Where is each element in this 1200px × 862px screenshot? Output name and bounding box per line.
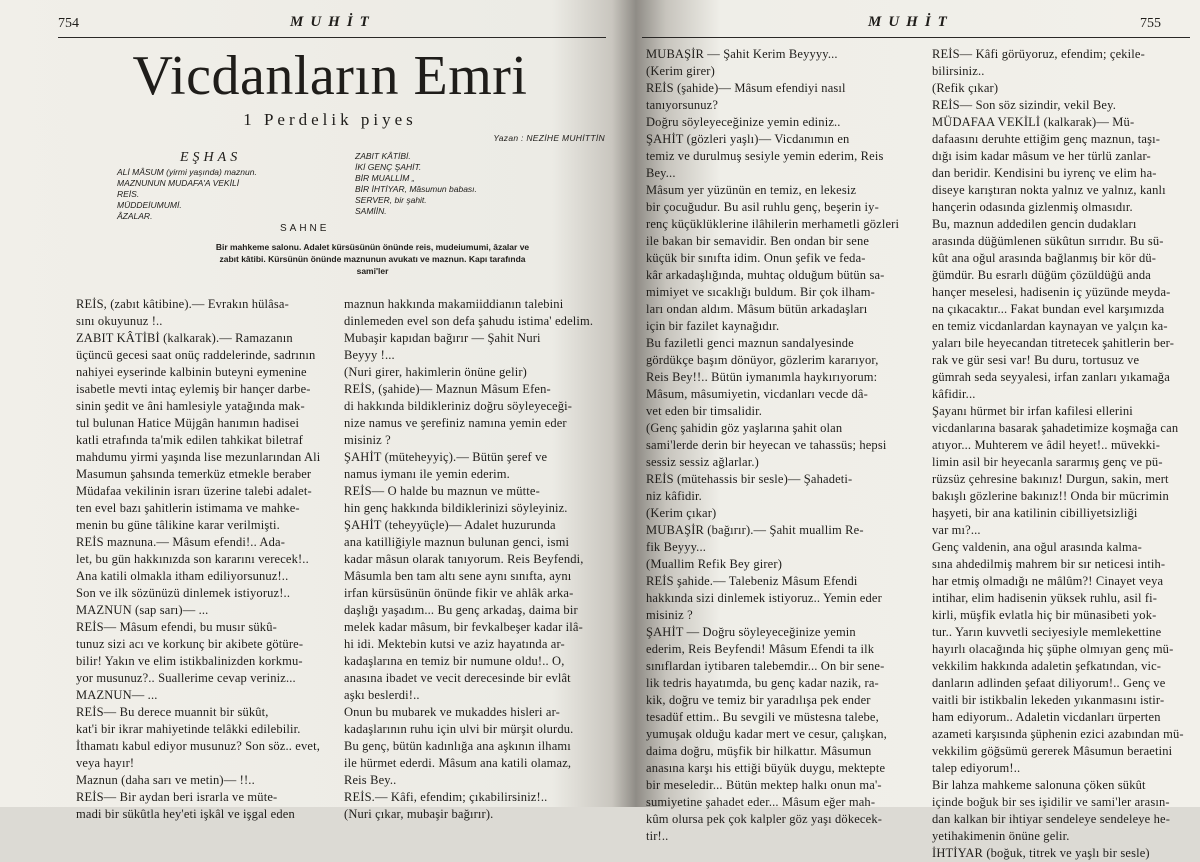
- text-line: niz kâfidir.: [646, 489, 702, 503]
- text-line: sumiyetine şahadet eder... Mâsum eğer mah-: [646, 795, 876, 809]
- text-line: tunuz sizi acı ve korkunç bir akibete götüre-: [76, 637, 304, 651]
- text-line: namus iymanı ile yemin ederim.: [344, 467, 510, 481]
- text-line: içinde boğuk bir ses işidilir ve sami'ler arasın-: [932, 795, 1170, 809]
- right-page: [628, 0, 1200, 860]
- text-line: MAZNUN (sap sarı)— ...: [76, 603, 209, 617]
- text-line: yor musunuz?.. Suallerime cevap veriniz...: [76, 671, 296, 685]
- text-line: REİS— Mâsum efendi, bu musır sükû-: [76, 620, 277, 634]
- cast-entry: [117, 211, 332, 222]
- text-line: var mı?...: [932, 523, 981, 537]
- scene-line: sami'ler: [356, 266, 389, 276]
- text-line: misiniz ?: [344, 433, 391, 447]
- text-line: İHTİYAR (boğuk, titrek ve yaşlı bir sesle): [932, 846, 1150, 860]
- text-line: bir çocuğudur. Bu asil ruhlu genç, beşerin iy-: [646, 200, 879, 214]
- cast-name: BİR MUALLİM: [355, 173, 410, 183]
- text-line: daima doğru, müşfik bir hilkattır. Mâsumun: [646, 744, 872, 758]
- text-line: dan beridir. Kendisini bu iyrenç ve elim ha-: [932, 166, 1157, 180]
- text-line: danların adlinden şefaat diliyorum!.. Genç ve: [932, 676, 1166, 690]
- text-line: bir meseledir... Bütün mektep halkı onun ma'-: [646, 778, 882, 792]
- cast-name: MAZNUNUN MUDAFA'A VEKİLİ: [117, 178, 240, 188]
- text-line: bakışlı gözlerine bakınız!! Onda bir mücrimin: [932, 489, 1169, 503]
- text-line: yumuşak olduğu kadar mert ve cesur, çalışkan,: [646, 727, 887, 741]
- text-line: hin genç hakkında bildiklerinizi söyleyiniz.: [344, 501, 568, 515]
- text-line: talep ediyorum!..: [932, 761, 1021, 775]
- text-line: REİS, (şahide)— Maznun Mâsum Efen-: [344, 382, 551, 396]
- text-line: hançer meselesi, hadisenin iç yüzünde meyda-: [932, 285, 1171, 299]
- text-line: maznun hakkında makamiiddianın talebini: [344, 297, 564, 311]
- text-line: (Kerim girer): [646, 64, 715, 78]
- cast-heading: EŞHAS: [180, 150, 242, 165]
- text-line: vet eden bir timsalidir.: [646, 404, 763, 418]
- cast-name: ALİ MÂSUM: [117, 167, 164, 177]
- text-line: nahiyei eyserinde kalbinin buteyni eymenine: [76, 365, 307, 379]
- text-line: REİS, (zabıt kâtibine).— Evrakın hülâsa-: [76, 297, 289, 311]
- text-line: nize namus ve şerefiniz namına yemin eder: [344, 416, 567, 430]
- text-line: Bu faziletli genci maznun sandalyesinde: [646, 336, 854, 350]
- page-number: 755: [1140, 16, 1161, 31]
- text-line: ile bakan bir semavidir. Ben ondan bir sene: [646, 234, 870, 248]
- text-line: gördükçe başım dönüyor, gözlerim kararıyor,: [646, 353, 879, 367]
- text-line: aşkı beslerdi!..: [344, 688, 420, 702]
- text-line: anasına karşı his ettiği büyük duygu, mektepte: [646, 761, 886, 775]
- cast-note: bir şahit.: [392, 195, 427, 205]
- text-line: küçük bir sınıfta idim. Onun şefik ve feda-: [646, 251, 866, 265]
- cast-name: ÂZALAR.: [117, 211, 153, 221]
- header-rule: [642, 37, 1190, 38]
- text-line: REİS— Bir aydan beri israrla ve müte-: [76, 790, 278, 804]
- text-line: tir!..: [646, 829, 669, 843]
- cast-entry: [355, 206, 605, 217]
- text-line: isabetle mevti intaç eylemiş bir hançer darbe-: [76, 382, 311, 396]
- cast-entry: [117, 178, 332, 189]
- text-line: hançerin odasında gizlenmiş olmasıdır.: [932, 200, 1133, 214]
- text-line: daşlığı yaşadım... Bu genç arkadaş, daima bir: [344, 603, 578, 617]
- text-line: na çıkacaktır... Fakat bundan evel karşımızda: [932, 302, 1165, 316]
- left-page: [0, 0, 612, 821]
- play-title: Vicdanların Emri: [132, 45, 528, 107]
- text-line: ğümdür. Bu esrarlı düğüm çözüldüğü anda: [932, 268, 1152, 282]
- cast-note: Mâsumun babası.: [406, 184, 477, 194]
- text-line: kadar mâsun olarak tanıyorum. Reis Beyfendi,: [344, 552, 584, 566]
- text-line: (Muallim Refik Bey girer): [646, 557, 783, 571]
- running-head: MUHİT: [868, 14, 954, 30]
- text-line: menin bu güne tâlikine karar verilmişti.: [76, 518, 280, 532]
- text-line: Reis Bey..: [344, 773, 397, 787]
- text-line: kik, doğru ve temiz bir yaradılışa pek ender: [646, 693, 871, 707]
- cast-name: REİS.: [117, 189, 140, 199]
- text-line: dan kalkan bir ihtiyar sendeleye sendeleye he-: [932, 812, 1171, 826]
- text-line: irfan kürsüsünün önünde fikir ve ahlâk arka-: [344, 586, 574, 600]
- scene-description: [140, 241, 605, 277]
- cast-entry: [117, 200, 332, 211]
- text-line: ten evel bazı şahitlerin istimama ve mahke-: [76, 501, 300, 515]
- text-line: ham ediyorum.. Adaletin vicdanları ürperten: [932, 710, 1161, 724]
- text-line: sınıflardan iytibaren talebemdir... On bir sene-: [646, 659, 885, 673]
- text-line: MUBAŞİR (bağırır).— Şahit muallim Re-: [646, 523, 864, 537]
- text-line: kâfidir...: [932, 387, 976, 401]
- cast-name: ZABIT KÂTİBİ.: [355, 151, 411, 161]
- text-line: REİS maznuna.— Mâsum efendi!.. Ada-: [76, 535, 286, 549]
- text-line: MUBAŞİR — Şahit Kerim Beyyyy...: [646, 47, 838, 61]
- text-line: renç küçüklüklerine ilâhilerin merhametli gözleri: [646, 217, 900, 231]
- text-line: en temiz vicdanlardan kaynayan ve yalçın ka-: [932, 319, 1168, 333]
- text-line: dığı isim kadar mâsum ve her türlü zanlar-: [932, 149, 1151, 163]
- text-line: sını okuyunuz !..: [76, 314, 163, 328]
- text-line: misiniz ?: [646, 608, 693, 622]
- scene-heading: SAHNE: [280, 223, 330, 234]
- text-line: ŞAHİT (müteheyyiç).— Bütün şeref ve: [344, 450, 548, 464]
- cast-entry: [355, 184, 605, 195]
- cast-note: (yirmi yaşında) maznun.: [163, 167, 257, 177]
- cast-entry: [355, 173, 605, 184]
- text-line: (Nuri çıkar, mubaşir bağırır).: [344, 807, 494, 821]
- text-line: mahdumu yirmi yaşında lise mezunlarından Ali: [76, 450, 321, 464]
- text-line: vekkilim hakkında adaletin şefkatından, vic-: [932, 659, 1162, 673]
- cast-name: İKİ GENÇ ŞAHİT.: [355, 162, 422, 172]
- text-line: ederim, Reis Beyfendi! Mâsum Efendi ta ilk: [646, 642, 875, 656]
- cast-name: SAMİİN.: [355, 206, 387, 216]
- text-line: Maznun (daha sarı ve metin)— !!..: [76, 773, 255, 787]
- text-line: Reis Bey!!.. Bütün iymanımla haykırıyorum:: [646, 370, 878, 384]
- text-line: kat'i bir ikrar mahiyetinde telâkki edilebilir.: [76, 722, 301, 736]
- text-line: ana katilliğiyle maznun bulunan genci, ismi: [344, 535, 570, 549]
- text-line: tanıyorsunuz?: [646, 98, 719, 112]
- text-line: üçüncü gecesi saat onüç raddelerinde, sadrının: [76, 348, 316, 362]
- text-line: Bu, maznun addedilen gencin dudakları: [932, 217, 1137, 231]
- text-line: limin asil bir heyecanla sararmış genç ve pü-: [932, 455, 1163, 469]
- text-line: Genç valdenin, ana oğul arasında kalma-: [932, 540, 1142, 554]
- text-line: REİS— Son söz sizindir, vekil Bey.: [932, 98, 1116, 112]
- text-line: kûm olursa pek çok kalpler göz yaşı dökecek-: [646, 812, 883, 826]
- text-line: bilirsiniz..: [932, 64, 985, 78]
- text-line: sessiz sessiz ağlarlar.): [646, 455, 759, 469]
- cast-name: BİR İHTİYAR,: [355, 184, 407, 194]
- text-line: madi bir sükûtla hey'eti işkâl ve işgal eden: [76, 807, 295, 821]
- page-number: 754: [58, 16, 79, 31]
- text-line: ile hürmet ederdi. Mâsum ana katili olamaz,: [344, 756, 572, 770]
- text-column-2: [344, 296, 608, 823]
- text-line: için bir fazilet kaynağıdır.: [646, 319, 780, 333]
- text-line: Mubaşir kapıdan bağırır — Şahit Nuri: [344, 331, 541, 345]
- text-line: yaları bile heyecandan titretecek şahitlerin ber-: [932, 336, 1175, 350]
- author-line: Yazan : NEZİHE MUHİTTİN: [493, 133, 605, 143]
- cast-name: MÜDDEİUMUMİ.: [117, 200, 182, 210]
- header-rule: [58, 37, 606, 38]
- text-line: temiz ve durulmuş sesiyle yemin ederim, Reis: [646, 149, 884, 163]
- text-line: kâr arkadaşlığında, muhtaç olduğum bütün sa-: [646, 268, 885, 282]
- text-line: diseye karıştıran nokta yalnız ve yalnız, kanlı: [932, 183, 1166, 197]
- cast-entry: [117, 189, 332, 200]
- text-line: Müdafaa vekilinin israrı üzerine talebi adalet-: [76, 484, 312, 498]
- text-line: hayırlı olacağında hiç şüphe olmıyan genç mü-: [932, 642, 1174, 656]
- text-line: tesadüf ettim.. Bu sevgili ve müstesna talebe,: [646, 710, 879, 724]
- text-line: kût ana oğul arasında bağlanmış bir kör dü-: [932, 251, 1157, 265]
- text-line: fik Beyyy...: [646, 540, 707, 554]
- text-line: vekkilim göğsümü gererek Mâsumun beraetini: [932, 744, 1173, 758]
- text-line: lik tedris hayatımda, bu genç kadar nazik, ra-: [646, 676, 879, 690]
- text-line: MÜDAFAA VEKİLİ (kalkarak)— Mü-: [932, 115, 1135, 129]
- text-line: Mâsumla ben tam altı sene aynı sınıfta, aynı: [344, 569, 572, 583]
- text-line: gümrah seda seyyalesi, irfan zanları yıkamağa: [932, 370, 1170, 384]
- text-line: har etmiş olmadığı ne mâlûm?! Cinayet veya: [932, 574, 1164, 588]
- cast-list-right: [355, 151, 605, 217]
- text-line: anasına ibadet ve vecit derecesinde bir evlât: [344, 671, 571, 685]
- text-line: kadaşlarının ruhu için ulvi bir mürşit olurdu.: [344, 722, 574, 736]
- text-line: REİS.— Kâfi, efendim; çıkabilirsiniz!..: [344, 790, 548, 804]
- text-line: hi idi. Mektebin kutsi ve aziz hayatında ar-: [344, 637, 565, 651]
- text-line: İthamatı kabul ediyor musunuz? Son söz.. evet,: [76, 739, 320, 753]
- cast-list-left: [117, 167, 332, 222]
- text-line: REİS şahide.— Talebeniz Mâsum Efendi: [646, 574, 858, 588]
- text-line: Beyyy !...: [344, 348, 395, 362]
- text-line: bilir! Yakın ve elim istikbalinizden korkmu-: [76, 654, 303, 668]
- text-line: di hakkında bildikleriniz doğru söyleyeceği-: [344, 399, 573, 413]
- cast-entry: [355, 162, 605, 173]
- text-line: (Nuri girer, hakimlerin önüne gelir): [344, 365, 527, 379]
- text-line: kirli, müşfik evlatla hiç bir münasibeti yok-: [932, 608, 1157, 622]
- text-line: tul bulunan Hatice Müjgân hanımın hadisei: [76, 416, 300, 430]
- cast-entry: [117, 167, 332, 178]
- text-line: REİS (şahide)— Mâsum efendiyi nasıl: [646, 81, 846, 95]
- text-line: sami'lerde derin bir heyecan ve tahassüs; hepsi: [646, 438, 887, 452]
- text-line: intihar, elim hadisenin yüksek ruhlu, asil fi-: [932, 591, 1158, 605]
- text-column-3: [646, 46, 928, 845]
- text-line: sinin şedit ve âni hamlesiyle yatağında mak-: [76, 399, 305, 413]
- text-line: ları ondan aldım. Mâsum bütün arkadaşları: [646, 302, 868, 316]
- text-line: rak ve gür sesi var! Bu duru, tortusuz ve: [932, 353, 1140, 367]
- text-line: ŞAHİT (teheyyüçle)— Adalet huzurunda: [344, 518, 556, 532]
- text-line: MAZNUN— ...: [76, 688, 158, 702]
- cast-note: „: [409, 173, 415, 183]
- text-line: atıyor... Muhterem ve âdil heyet!.. müvekki-: [932, 438, 1161, 452]
- text-line: vaitli bir istikbalin lekeden yıkanmasını istir-: [932, 693, 1165, 707]
- text-line: REİS (mütehassis bir sesle)— Şahadeti-: [646, 472, 853, 486]
- text-line: dafaasını deruhte ettiğim genç maznun, taşı-: [932, 132, 1161, 146]
- text-line: mimiyet ve sıcaklığı buldum. Bir çok ilham-: [646, 285, 875, 299]
- text-line: Bir lahza mahkeme salonuna çöken sükût: [932, 778, 1146, 792]
- text-line: melek kadar mâsum, bir fevkalbeşer kadar ilâ-: [344, 620, 583, 634]
- cast-name: SERVER,: [355, 195, 393, 205]
- text-line: REİS— Kâfi görüyoruz, efendim; çekile-: [932, 47, 1145, 61]
- text-line: katli etrafında ta'mik edilen tahkikat biletraf: [76, 433, 303, 447]
- text-column-4: [932, 46, 1198, 862]
- text-line: veya hayır!: [76, 756, 135, 770]
- text-line: Masumun şahsında temerküz etmekle beraber: [76, 467, 312, 481]
- text-line: arasında düğümlenen sükûtun sırrıdır. Bu sü-: [932, 234, 1164, 248]
- text-line: Doğru söyleyeceğinize yemin ediniz..: [646, 115, 841, 129]
- scene-line: zabıt kâtibi. Kürsünün önünde maznunun avukatı ve maznun. Kapı tarafında: [219, 254, 526, 264]
- text-line: (Kerim çıkar): [646, 506, 717, 520]
- text-line: (Refik çıkar): [932, 81, 999, 95]
- play-subtitle: 1 Perdelik piyes: [243, 110, 417, 129]
- text-line: ŞAHİT (gözleri yaşlı)— Vicdanımın en: [646, 132, 850, 146]
- text-line: Mâsum, mâsumiyetin, vicdanları vecde dâ-: [646, 387, 868, 401]
- text-column-1: [76, 296, 338, 823]
- text-line: rüzsüz çehresine bakınız! Durgun, sakin, mert: [932, 472, 1169, 486]
- text-line: yetihakimenin önüne gelir.: [932, 829, 1070, 843]
- cast-entry: [355, 195, 605, 206]
- text-line: tur.. Yarın kuvvetli seciyesiyle memlekettine: [932, 625, 1162, 639]
- text-line: dinlemeden evel son defa şahudu istima' edelim.: [344, 314, 594, 328]
- text-line: haşyeti, bir ana katilinin cibilliyetsizliği: [932, 506, 1138, 520]
- text-line: kadaşlarına en temiz bir numune oldu!.. O,: [344, 654, 565, 668]
- text-line: hakkında sizi dinlemek istiyoruz.. Yemin eder: [646, 591, 882, 605]
- text-line: Şayanı hürmet bir irfan kafilesi ellerini: [932, 404, 1133, 418]
- text-line: vicdanlarına basarak şahadetimize koşmağa can: [932, 421, 1179, 435]
- text-line: Ana katili olmakla itham ediliyorsunuz!..: [76, 569, 289, 583]
- text-line: (Genç şahidin göz yaşlarına şahit olan: [646, 421, 843, 435]
- running-head: MUHİT: [290, 14, 376, 30]
- text-line: Son ve ilk sözünüzü dinlemek istiyoruz!..: [76, 586, 291, 600]
- text-line: REİS— Bu derece muannit bir sükût,: [76, 705, 269, 719]
- text-line: Bu genç, bütün kadınlığa ana aşkının ilhamı: [344, 739, 571, 753]
- scene-line: Bir mahkeme salonu. Adalet kürsüsünün önünde reis, mudeiumumi, âzalar ve: [215, 242, 530, 252]
- text-line: ŞAHİT — Doğru söyleyeceğinize yemin: [646, 625, 856, 639]
- text-line: azameti karşısında şüphenin ezici azabından mü-: [932, 727, 1184, 741]
- text-line: sına ahdedilmiş mahrem bir sır neticesi intih-: [932, 557, 1166, 571]
- text-line: let, bu gün hakkınızda son kararını verecek!..: [76, 552, 309, 566]
- text-line: Onun bu mubarek ve mukaddes hisleri ar-: [344, 705, 560, 719]
- text-line: Mâsum yer yüzünün en temiz, en lekesiz: [646, 183, 857, 197]
- cast-entry: [355, 151, 605, 162]
- text-line: Bey...: [646, 166, 676, 180]
- text-line: REİS— O halde bu maznun ve mütte-: [344, 484, 540, 498]
- text-line: ZABIT KÂTİBİ (kalkarak).— Ramazanın: [76, 331, 293, 345]
